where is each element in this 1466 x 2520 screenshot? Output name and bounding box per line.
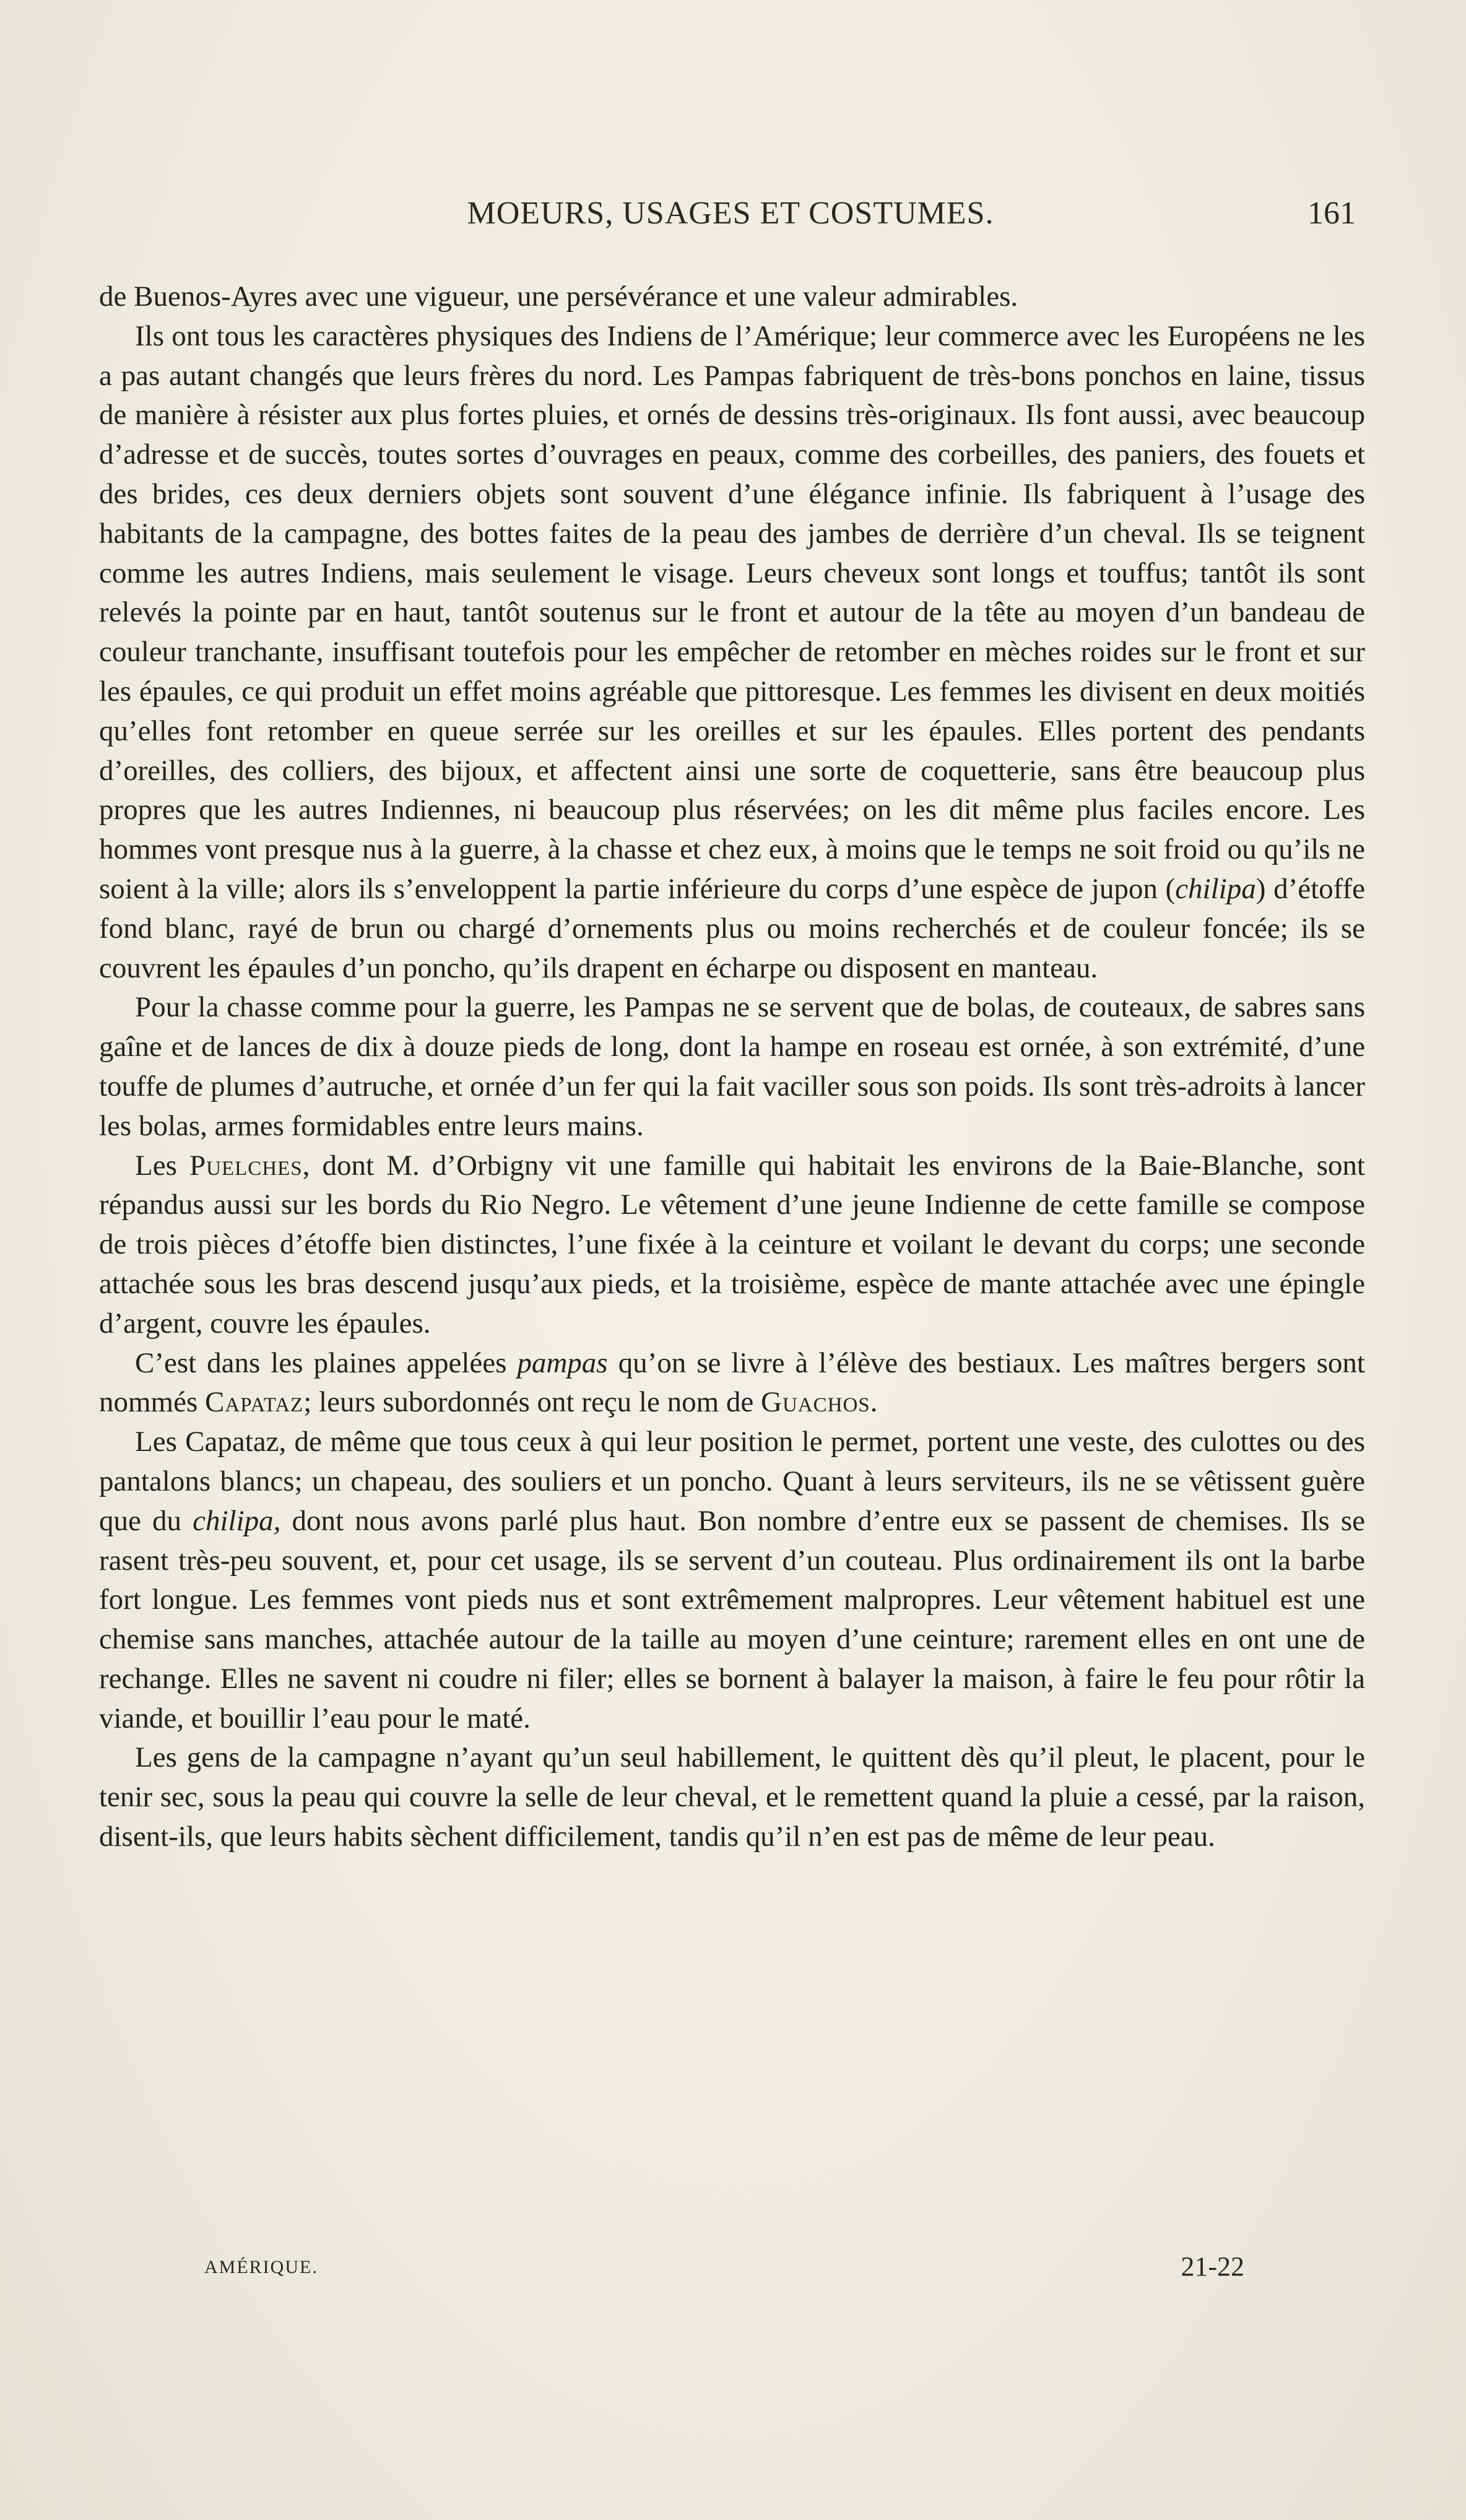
body-text <box>99 277 1365 1857</box>
footer-sheet-mark: 21-22 <box>1181 2251 1244 2282</box>
paragraph-4-text-b: , dont M. d’Orbigny vit une famille qui habitait les environs de la Baie-Blanche, sont répandus aussi sur les bords du Rio Negro. Le vêtement d’une jeune Indienne de cette famille se compose de trois pièces d’étoffe bien distinctes, l’une fixée à la ceinture et voilant le devant du corps; une seconde attachée sous les bras descend jusqu’aux pieds, et la troisième, espèce de mante attachée avec une épingle d’argent, couvre les épaules. <box>99 1149 1365 1340</box>
paragraph-4-text-a: Les <box>135 1149 189 1182</box>
footer-signature: AMÉRIQUE. <box>204 2257 318 2277</box>
paragraph-5-text-c: ; leurs subordonnés ont reçu le nom de <box>303 1386 761 1419</box>
paragraph-2-text-b: ) d’étoffe fond blanc, rayé de brun ou chargé d’ornements plus ou moins recherchés et de couleur foncée; ils se couvrent les épaules d’un poncho, qu’ils drapent en écharpe ou disposent en manteau. <box>99 872 1365 984</box>
running-title: MOEURS, USAGES ET COSTUMES. <box>467 196 994 231</box>
paragraph-4 <box>99 1146 1365 1344</box>
paragraph-6-text-b: dont nous avons parlé plus haut. Bon nombre d’entre eux se passent de chemises. Ils se rasent très-peu souvent, et, pour cet usage, ils se servent d’un couteau. Plus ordinairement ils ont la barbe fort longue. Les femmes vont pieds nus et sont extrêmement malpropres. Leur vêtement habituel est une chemise sans manches, attachée autour de la taille au moyen d’une ceinture; rarement elles en ont une de rechange. Elles ne savent ni coudre ni filer; elles se bornent à balayer la maison, à faire le feu pour rôtir la viande, et bouillir l’eau pour le maté. <box>99 1504 1365 1734</box>
paragraph-6-text-a: Les Capataz, de même que tous ceux à qui leur position le permet, portent une veste, des culottes ou des pantalons blancs; un chapeau, des souliers et un poncho. Quant à leurs serviteurs, ils ne se vêtissent guère que du <box>99 1426 1365 1537</box>
page-header <box>105 195 1356 245</box>
paragraph-2 <box>99 317 1365 989</box>
paragraph-5-text-d: . <box>870 1386 878 1419</box>
paragraph-3-text: Pour la chasse comme pour la guerre, les Pampas ne se servent que de bolas, de couteaux, de sabres sans gaîne et de lances de dix à douze pieds de long, dont la hampe en roseau est ornée, à son extrémité, d’une touffe de plumes d’autruche, et ornée d’un fer qui la fait vaciller sous son poids. Ils sont très-adroits à lancer les bolas, armes formidables entre leurs mains. <box>99 991 1365 1142</box>
paragraph-1-text: de Buenos-Ayres avec une vigueur, une persévérance et une valeur admirables. <box>99 280 1018 313</box>
page-number: 161 <box>1308 196 1356 231</box>
paragraph-2-italic: chilipa <box>1175 872 1256 905</box>
paragraph-1 <box>99 277 1365 317</box>
paragraph-5-italic: pampas <box>517 1346 608 1379</box>
paragraph-5-text-b: qu’on se livre à l’élève des bestiaux. Les maîtres bergers sont nommés <box>99 1346 1365 1419</box>
page-footer <box>204 2251 1244 2288</box>
paragraph-5-smallcaps-2: Guachos <box>761 1386 870 1419</box>
paragraph-7-text: Les gens de la campagne n’ayant qu’un seul habillement, le quittent dès qu’il pleut, le placent, pour le tenir sec, sous la peau qui couvre la selle de leur cheval, et le remettent quand la pluie a cessé, par la raison, disent-ils, que leurs habits sèchent difficilement, tandis qu’il n’en est pas de même de leur peau. <box>99 1741 1365 1853</box>
paragraph-6-italic: chilipa, <box>193 1504 281 1537</box>
paragraph-5-smallcaps-1: Capataz <box>205 1386 304 1419</box>
paragraph-7 <box>99 1738 1365 1856</box>
paragraph-2-text-a: Ils ont tous les caractères physiques des Indiens de l’Amérique; leur commerce avec les Européens ne les a pas autant changés que leurs frères du nord. Les Pampas fabriquent de très-bons ponchos en laine, tissus de manière à résister aux plus fortes pluies, et ornés de dessins très-originaux. Ils font aussi, avec beaucoup d’adresse et de succès, toutes sortes d’ouvrages en peaux, comme des corbeilles, des paniers, des fouets et des brides, ces deux derniers objets sont souvent d’une élégance infinie. Ils fabriquent à l’usage des habitants de la campagne, des bottes faites de la peau des jambes de derrière d’un cheval. Ils se teignent comme les autres Indiens, mais seulement le visage. Leurs cheveux sont longs et touffus; tantôt ils sont relevés la pointe par en haut, tantôt soutenus sur le front et autour de la tête au moyen d’un bandeau de couleur tranchante, insuffisant toutefois pour les empêcher de retomber en mèches roides sur le front et sur les épaules, ce qui produit un effet moins agréable que pittoresque. Les femmes les divisent en deux moitiés qu’elles font retomber en queue serrée sur les oreilles et sur les épaules. Elles portent des pendants d’oreilles, des colliers, des bijoux, et affectent ainsi une sorte de coquetterie, sans être beaucoup plus propres que les autres Indiennes, ni beaucoup plus réservées; on les dit même plus faciles encore. Les hommes vont presque nus à la guerre, à la chasse et chez eux, à moins que le temps ne soit froid ou qu’ils ne soient à la ville; alors ils s’enveloppent la partie inférieure du corps d’une espèce de jupon ( <box>99 319 1365 905</box>
paragraph-5 <box>99 1344 1365 1423</box>
paragraph-4-smallcaps: Puelches <box>189 1149 303 1182</box>
paragraph-5-text-a: C’est dans les plaines appelées <box>135 1346 518 1379</box>
paragraph-6 <box>99 1422 1365 1738</box>
paragraph-3 <box>99 988 1365 1146</box>
